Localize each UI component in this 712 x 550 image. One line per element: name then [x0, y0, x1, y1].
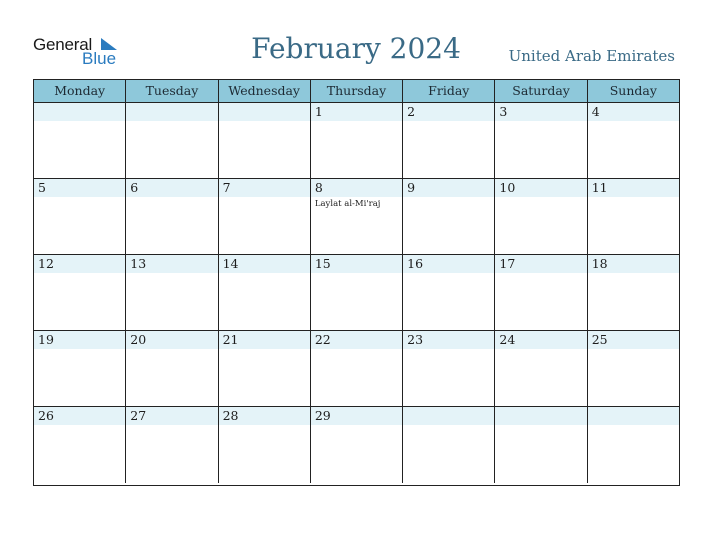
day-number: 11	[591, 180, 608, 195]
day-cell-band	[403, 407, 494, 425]
day-number: 20	[130, 332, 147, 347]
week-row	[34, 255, 679, 331]
day-cell-band	[495, 407, 586, 425]
day-number: 13	[130, 256, 147, 271]
logo-word-blue: Blue	[82, 49, 117, 68]
day-cell	[494, 407, 586, 483]
weeks-container	[34, 103, 679, 483]
weekday-label: Saturday	[494, 80, 586, 102]
day-number: 26	[38, 408, 54, 423]
day-number: 21	[222, 332, 239, 347]
day-cell	[310, 331, 402, 406]
day-cell-band	[588, 407, 679, 425]
day-number: 29	[314, 408, 331, 423]
day-cell	[402, 331, 494, 406]
day-number: 1	[314, 104, 323, 119]
day-number: 15	[314, 256, 331, 271]
day-cell	[310, 103, 402, 178]
day-number: 12	[38, 256, 54, 271]
day-cell	[587, 331, 679, 406]
day-number: 5	[38, 180, 46, 195]
page-title: February 2024	[251, 32, 461, 65]
day-cell	[218, 331, 310, 406]
day-number: 22	[314, 332, 331, 347]
day-number: 19	[38, 332, 54, 347]
day-cell	[494, 179, 586, 254]
day-number: 7	[222, 180, 231, 195]
week-row	[34, 103, 679, 179]
day-cell	[34, 407, 125, 483]
day-cell	[34, 255, 125, 330]
day-cell	[402, 407, 494, 483]
day-number: 3	[499, 104, 508, 119]
day-cell	[587, 255, 679, 330]
day-cell	[218, 407, 310, 483]
day-number: 8	[314, 180, 323, 195]
day-cell	[310, 407, 402, 483]
day-cell-band	[311, 103, 402, 121]
weekday-header	[34, 80, 679, 103]
day-cell	[34, 103, 125, 178]
day-cell	[310, 179, 402, 254]
day-cell	[125, 179, 217, 254]
day-cell	[125, 255, 217, 330]
day-number: 27	[130, 408, 147, 423]
week-row	[34, 331, 679, 407]
day-cell-band	[311, 179, 402, 197]
day-cell	[587, 407, 679, 483]
day-number: 10	[499, 180, 516, 195]
day-cell	[402, 103, 494, 178]
day-cell	[34, 331, 125, 406]
day-number: 6	[130, 180, 139, 195]
day-number: 17	[499, 256, 516, 271]
day-cell	[587, 179, 679, 254]
day-cell-band	[219, 103, 310, 121]
weekday-label: Thursday	[310, 80, 402, 102]
day-cell-band	[403, 103, 494, 121]
day-cell-band	[495, 103, 586, 121]
day-cell-band	[34, 179, 125, 197]
day-cell	[587, 103, 679, 178]
day-number: 4	[591, 104, 600, 119]
day-cell-band	[34, 103, 125, 121]
day-number: 24	[499, 332, 516, 347]
day-cell	[125, 331, 217, 406]
day-cell	[218, 103, 310, 178]
logo-word-general: General	[33, 35, 93, 54]
day-number: 28	[222, 408, 239, 423]
day-number: 9	[407, 180, 416, 195]
week-row	[34, 407, 679, 483]
weekday-label: Wednesday	[218, 80, 310, 102]
day-cell-band	[219, 179, 310, 197]
day-cell-band	[126, 103, 217, 121]
day-number: 2	[407, 104, 416, 119]
weekday-label: Friday	[402, 80, 494, 102]
day-cell	[218, 179, 310, 254]
day-cell	[34, 179, 125, 254]
day-cell	[402, 255, 494, 330]
day-cell	[494, 331, 586, 406]
day-cell-band	[588, 103, 679, 121]
day-cell	[494, 103, 586, 178]
weekday-label: Tuesday	[125, 80, 217, 102]
weekday-label: Sunday	[587, 80, 679, 102]
holiday-label: Laylat al-Mi'raj	[314, 199, 381, 209]
weekday-label: Monday	[54, 83, 106, 98]
day-cell	[310, 255, 402, 330]
day-cell	[402, 179, 494, 254]
day-cell	[125, 103, 217, 178]
day-cell-band	[403, 179, 494, 197]
calendar-grid	[33, 79, 680, 486]
day-number: 25	[591, 332, 608, 347]
day-cell	[125, 407, 217, 483]
week-row	[34, 179, 679, 255]
day-number: 14	[222, 256, 239, 271]
day-number: 16	[407, 256, 424, 271]
day-number: 18	[591, 256, 608, 271]
day-cell-band	[126, 179, 217, 197]
day-cell	[494, 255, 586, 330]
day-cell	[218, 255, 310, 330]
day-number: 23	[407, 332, 424, 347]
country-label: United Arab Emirates	[508, 47, 675, 65]
